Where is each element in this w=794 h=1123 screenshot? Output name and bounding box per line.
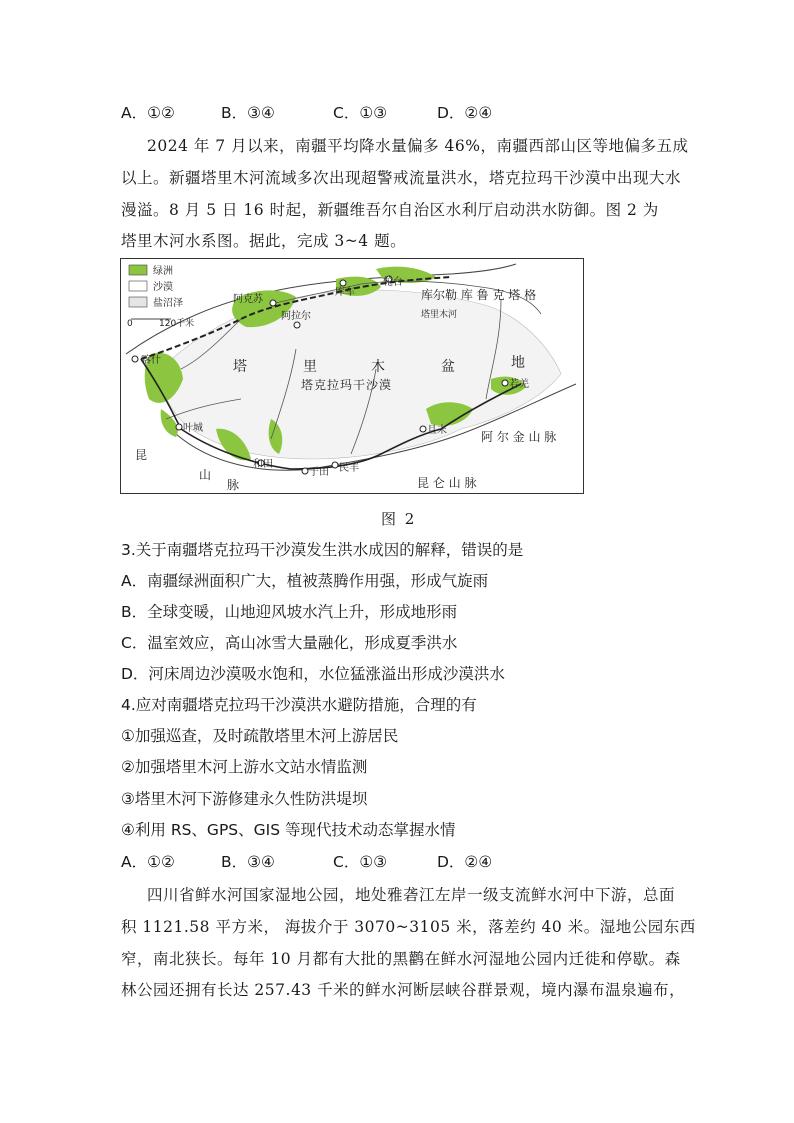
passage2-line-1: 四川省鲜水河国家湿地公园，地处雅砻江左岸一级支流鲜水河中下游，总面 bbox=[147, 886, 676, 904]
scale-label: 120千米 bbox=[159, 319, 195, 329]
intro-line-4: 塔里木河水系图。据此，完成 3~4 题。 bbox=[121, 232, 407, 250]
options-row-bottom bbox=[121, 852, 492, 872]
label-qiemo: 且末 bbox=[427, 425, 447, 436]
q4-item-4: ④利用 RS、GPS、GIS 等现代技术动态掌握水情 bbox=[121, 821, 456, 839]
option-d-bottom: D．②④ bbox=[437, 853, 493, 871]
map-svg bbox=[121, 259, 585, 495]
label-kun-left: 昆 bbox=[135, 448, 148, 462]
tarim-river-map bbox=[120, 258, 584, 494]
label-tarim-river: 塔里木河 bbox=[421, 310, 458, 320]
label-yutian: 于田 bbox=[309, 467, 329, 478]
option-a: A．①② bbox=[121, 104, 175, 122]
q3-stem: 3.关于南疆塔克拉玛干沙漠发生洪水成因的解释，错误的是 bbox=[121, 541, 524, 559]
q4-stem: 4.应对南疆塔克拉玛干沙漠洪水避防措施，合理的有 bbox=[121, 696, 477, 714]
passage2-line-2: 积 1121.58 平方米， 海拔介于 3070~3105 米，落差约 40 米。湿地公园东西 bbox=[121, 918, 696, 936]
passage2-line-4: 林公园还拥有长达 257.43 千米的鲜水河断层峡谷群景观，境内瀑布温泉遍布， bbox=[121, 981, 686, 999]
label-basin-2: 里 bbox=[303, 359, 317, 375]
q4-item-1: ①加强巡查，及时疏散塔里木河上游居民 bbox=[121, 727, 399, 745]
label-shan-left: 山 bbox=[199, 468, 212, 482]
option-c: C．①③ bbox=[333, 104, 388, 122]
label-desert-name: 塔克拉玛干沙漠 bbox=[301, 378, 393, 392]
label-yecheng: 叶城 bbox=[183, 423, 203, 434]
label-kunlun: 昆 仑 山 脉 bbox=[417, 476, 477, 490]
intro-line-2: 以上。新疆塔里木河流域多次出现超警戒流量洪水，塔克拉玛干沙漠中出现大水 bbox=[121, 169, 682, 187]
intro-line-3: 漫溢。8 月 5 日 16 时起，新疆维吾尔自治区水利厅启动洪水防御。图 2 为 bbox=[121, 201, 659, 219]
label-basin-4: 盆 bbox=[441, 359, 455, 375]
q3-option-d: D．河床周边沙漠吸水饱和，水位猛涨溢出形成沙漠洪水 bbox=[121, 665, 505, 683]
label-aerjin: 阿 尔 金 山 脉 bbox=[481, 430, 557, 444]
label-kuche: 库车 bbox=[335, 287, 355, 298]
label-basin-3: 木 bbox=[371, 359, 385, 375]
options-row-top bbox=[121, 103, 492, 123]
label-ruoqiang: 若羌 bbox=[509, 379, 529, 390]
q4-item-3: ③塔里木河下游修建永久性防洪堤坝 bbox=[121, 790, 368, 808]
label-alaer: 阿拉尔 bbox=[281, 311, 311, 322]
option-d: D．②④ bbox=[437, 104, 493, 122]
map-legend bbox=[127, 264, 194, 329]
q3-option-a: A．南疆绿洲面积广大，植被蒸腾作用强，形成气旋雨 bbox=[121, 572, 489, 590]
option-b-bottom: B．③④ bbox=[221, 853, 275, 871]
label-basin-1: 塔 bbox=[233, 359, 247, 375]
q3-option-b: B．全球变暖，山地迎风坡水汽上升，形成地形雨 bbox=[121, 603, 458, 621]
label-kuluke: 库尔勒 库 鲁 克 塔 格 bbox=[421, 288, 537, 302]
q3-option-c: C．温室效应，高山冰雪大量融化，形成夏季洪水 bbox=[121, 634, 458, 652]
label-hetian: 和田 bbox=[253, 459, 273, 470]
scale-zero: 0 bbox=[127, 319, 133, 329]
legend-desert: 沙漠 bbox=[153, 282, 173, 293]
label-basin-5: 地 bbox=[511, 355, 525, 371]
passage2-line-3: 窄，南北狭长。每年 10 月都有大批的黑鹳在鲜水河湿地公园内迁徙和停歇。森 bbox=[121, 950, 681, 968]
label-minfeng: 民丰 bbox=[339, 463, 359, 474]
intro-line-1: 2024 年 7 月以来，南疆平均降水量偏多 46%，南疆西部山区等地偏多五成 bbox=[147, 137, 689, 155]
label-mai-left: 脉 bbox=[227, 478, 240, 492]
label-luntai: 轮台 bbox=[383, 277, 403, 288]
legend-salt-marsh: 盐沼泽 bbox=[153, 298, 183, 309]
option-c-bottom: C．①③ bbox=[333, 853, 388, 871]
option-b: B．③④ bbox=[221, 104, 275, 122]
figure-caption: 图 2 bbox=[381, 510, 417, 528]
legend-oasis: 绿洲 bbox=[153, 266, 173, 277]
label-kashi: 喀什 bbox=[141, 355, 161, 366]
label-akesu: 阿克苏 bbox=[233, 294, 263, 305]
option-a-bottom: A．①② bbox=[121, 853, 175, 871]
q4-item-2: ②加强塔里木河上游水文站水情监测 bbox=[121, 758, 368, 776]
